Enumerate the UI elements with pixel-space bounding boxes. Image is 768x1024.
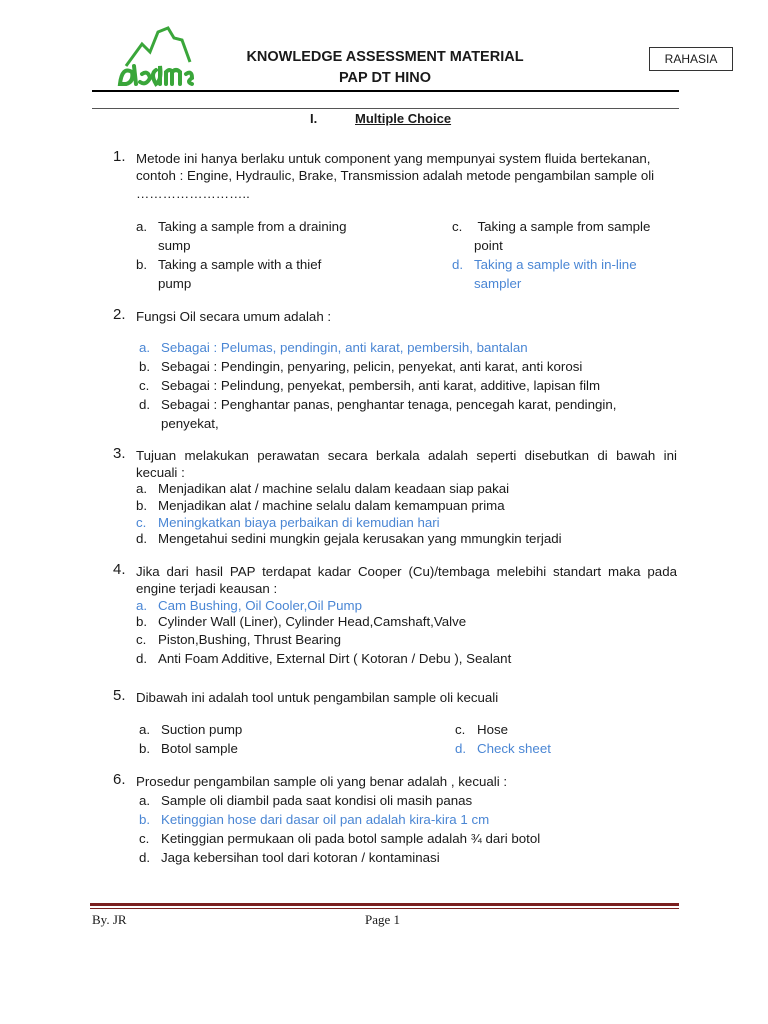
answer-option-highlighted[interactable]: d. Check sheet — [455, 741, 551, 756]
answer-option-highlighted[interactable]: a. Cam Bushing, Oil Cooler,Oil Pump — [136, 598, 362, 613]
company-logo — [112, 22, 202, 92]
question-text: Tujuan melakukan perawatan secara berkala adalah seperti disebutkan di bawah ini — [136, 448, 677, 463]
header-rule — [92, 90, 679, 92]
answer-option[interactable]: b. Menjadikan alat / machine selalu dalam kemampuan prima — [136, 498, 505, 513]
document-subtitle: PAP DT HINO — [338, 70, 432, 86]
confidential-badge: RAHASIA — [649, 47, 733, 71]
answer-option-highlighted[interactable]: a. Sebagai : Pelumas, pendingin, anti karat, pembersih, bantalan — [139, 340, 528, 355]
page-number: Page 1 — [365, 912, 401, 927]
answer-option-cont: pump — [158, 276, 192, 291]
answer-option[interactable]: d. Sebagai : Penghantar panas, penghantar tenaga, pencegah karat, pendingin, — [139, 397, 617, 412]
question-text: Dibawah ini adalah tool untuk pengambilan sample oli kecuali — [136, 690, 499, 705]
answer-option[interactable]: b. Botol sample — [139, 741, 238, 756]
answer-option-highlighted[interactable]: c. Meningkatkan biaya perbaikan di kemudian hari — [136, 515, 440, 530]
answer-option-cont: penyekat, — [161, 416, 219, 431]
footer-rule-thin — [90, 908, 679, 909]
question-text: …………………….. — [136, 186, 250, 201]
footer-author: By. JR — [92, 912, 127, 927]
question-number: 3. — [113, 445, 126, 462]
section-title: Multiple Choice — [355, 111, 452, 126]
answer-option[interactable]: b. Cylinder Wall (Liner), Cylinder Head,Camshaft,Valve — [136, 614, 467, 629]
answer-option[interactable]: c. Hose — [455, 722, 509, 737]
question-number: 2. — [113, 306, 126, 323]
document-title: KNOWLEDGE ASSESSMENT MATERIAL — [246, 49, 524, 65]
answer-option[interactable]: a. Suction pump — [139, 722, 243, 737]
answer-option[interactable]: d. Mengetahui sedini mungkin gejala kerusakan yang mmungkin terjadi — [136, 531, 562, 546]
question-text: Jika dari hasil PAP terdapat kadar Cooper (Cu)/tembaga melebihi standart maka pada — [136, 564, 677, 579]
answer-option[interactable]: b. Sebagai : Pendingin, penyaring, pelicin, penyekat, anti karat, anti korosi — [139, 359, 583, 374]
answer-option[interactable]: a. Sample oli diambil pada saat kondisi oli masih panas — [139, 793, 473, 808]
header-rule-thin — [92, 108, 679, 109]
section-number: I. — [310, 111, 318, 126]
footer-rule — [90, 903, 679, 906]
question-number: 6. — [113, 771, 126, 788]
answer-option-cont: point — [474, 238, 503, 253]
answer-option-cont: sampler — [474, 276, 522, 291]
answer-option-highlighted[interactable]: b. Ketinggian hose dari dasar oil pan adalah kira-kira 1 cm — [139, 812, 490, 827]
question-text: engine terjadi keausan : — [136, 581, 278, 596]
answer-option[interactable]: c. Ketinggian permukaan oli pada botol sample adalah ¾ dari botol — [139, 831, 541, 846]
question-text: contoh : Engine, Hydraulic, Brake, Transmission adalah metode pengambilan sample oli — [136, 168, 655, 183]
question-number: 5. — [113, 687, 126, 704]
question-number: 4. — [113, 561, 126, 578]
answer-option[interactable]: d. Anti Foam Additive, External Dirt ( Kotoran / Debu ), Sealant — [136, 651, 512, 666]
answer-option[interactable]: d. Jaga kebersihan tool dari kotoran / kontaminasi — [139, 850, 440, 865]
question-text: kecuali : — [136, 465, 185, 480]
answer-option[interactable]: c. Piston,Bushing, Thrust Bearing — [136, 632, 342, 647]
answer-option-cont: sump — [158, 238, 191, 253]
question-text: Metode ini hanya berlaku untuk component yang mempunyai system fluida bertekanan, — [136, 151, 651, 166]
answer-option[interactable]: a. Menjadikan alat / machine selalu dalam keadaan siap pakai — [136, 481, 510, 496]
question-text: Fungsi Oil secara umum adalah : — [136, 309, 332, 324]
question-text: Prosedur pengambilan sample oli yang benar adalah , kecuali : — [136, 774, 508, 789]
answer-option-highlighted[interactable]: d. Taking a sample with in-line — [452, 257, 637, 272]
answer-option[interactable]: a. Taking a sample from a draining — [136, 219, 347, 234]
answer-option[interactable]: b. Taking a sample with a thief — [136, 257, 322, 272]
answer-option[interactable]: c. Sebagai : Pelindung, penyekat, pembersih, anti karat, additive, lapisan film — [139, 378, 601, 393]
question-number: 1. — [113, 148, 126, 165]
answer-option[interactable]: c. Taking a sample from sample — [452, 219, 651, 234]
